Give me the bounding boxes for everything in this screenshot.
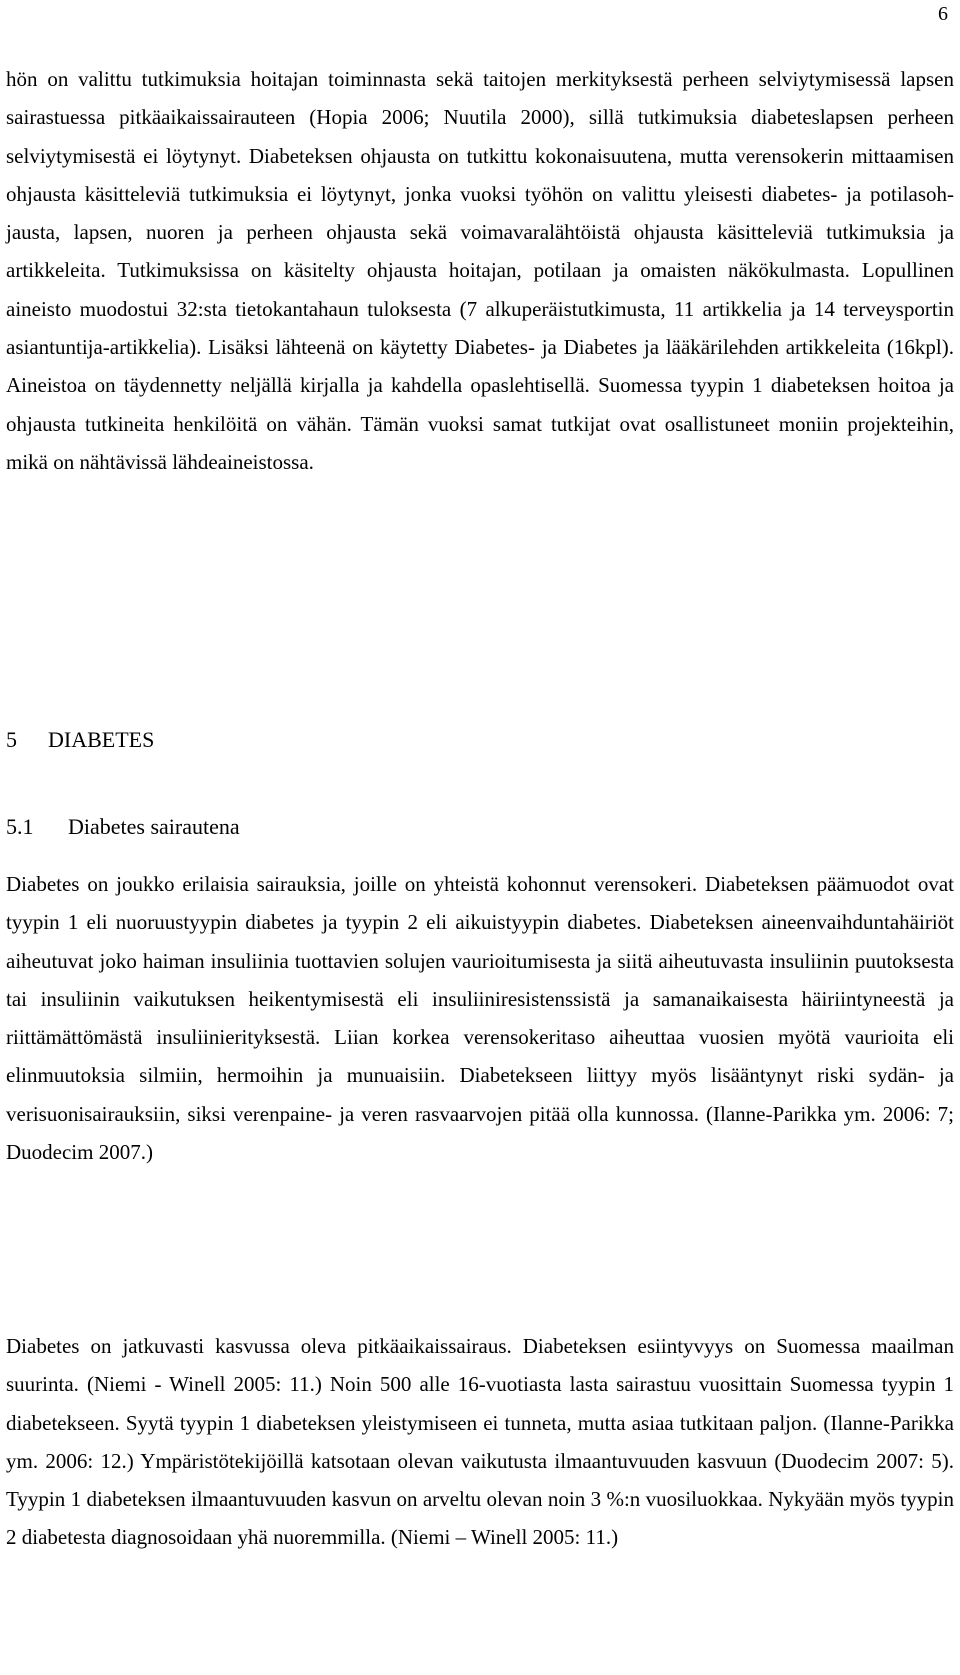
body-paragraph-1: hön on valittu tutkimuksia hoitajan toiminnasta sekä taitojen merkityksestä perheen selviytymisessä lapsen sairastuessa pitkäaikaissairauteen (Hopia 2006; Nuutila 2000), sillä tutkimuksia diabeteslapsen perheen selviytymisestä ei löytynyt. Diabeteksen ohjausta on tutkittu kokonaisuutena, mutta verensokerin mittaamisen ohjausta käsitteleviä tutkimuksia ei löytynyt, jonka vuoksi työhön on valittu yleisesti diabetes- ja potilasohjausta, lapsen, nuoren ja perheen ohjausta sekä voimavaralähtöistä ohjausta käsitteleviä tutkimuksia ja artikkeleita. Tutkimuksissa on käsitelty ohjausta hoitajan, potilaan ja omaisten näkökulmasta. Lopullinen aineisto muodostui 32:sta tietokantahaun tuloksesta (7 alkuperäistutkimusta, 11 artikkelia ja 14 terveysportin asiantuntija-artikkelia). Lisäksi lähteenä on käytetty Diabetes- ja Diabetes ja lääkärilehden artikkeleita (16kpl). Aineistoa on täydennetty neljällä kirjalla ja kahdella opaslehtisellä. Suomessa tyypin 1 diabeteksen hoitoa ja ohjausta tutkineita henkilöitä on vähän. Tämän vuoksi samat tutkijat ovat osallistuneet moniin projekteihin, mikä on nähtävissä lähdeaineistossa. (6, 67, 954, 474)
subsection-title: Diabetes sairautena (68, 814, 240, 839)
page-content (6, 60, 954, 1550)
subsection-heading-diabetes-sairautena (6, 812, 240, 842)
section-number: 5 (6, 727, 17, 752)
section-heading-diabetes (6, 725, 154, 755)
body-paragraph-3: Diabetes on jatkuvasti kasvussa oleva pitkäaikaissairaus. Diabeteksen esiintyvyys on Suomessa maailman suurinta. (Niemi - Winell 2005: 11.) Noin 500 alle 16-vuotiasta lasta sairastuu vuosittain Suomessa tyypin 1 diabetekseen. Syytä tyypin 1 diabeteksen yleistymiseen ei tunneta, mutta asiaa tutkitaan paljon. (Ilanne-Parikka ym. 2006: 12.) Ympäristötekijöillä katsotaan olevan vaikutusta ilmaantuvuuden kasvuun (Duodecim 2007: 5). Tyypin 1 diabeteksen ilmaantuvuuden kasvun on arveltu olevan noin 3 %:n vuosiluokkaa. Nykyään myös tyypin 2 diabetesta diagnosoidaan yhä nuoremmilla. (Niemi – Winell 2005: 11.) (6, 1334, 954, 1550)
page-number: 6 (938, 3, 948, 25)
body-paragraph-2: Diabetes on joukko erilaisia sairauksia, joille on yhteistä kohonnut verensokeri. Diabeteksen päämuodot ovat tyypin 1 eli nuoruustyypin diabetes ja tyypin 2 eli aikuistyypin diabetes. Diabeteksen aineenvaihduntahäiriöt aiheutuvat joko haiman insuliinia tuottavien solujen vaurioitumisesta ja siitä aiheutuvasta insuliinin puutoksesta tai insuliinin vaikutuksen heikentymisestä eli insuliiniresistenssistä ja samanaikaisesta häiriintyneestä ja riittämättömästä insuliinierityksestä. Liian korkea verensokeritaso aiheuttaa vuosien myötä vaurioita eli elinmuutoksia silmiin, hermoihin ja munuaisiin. Diabetekseen liittyy myös lisääntynyt riski sydän- ja verisuonisairauksiin, siksi verenpaine- ja veren rasvaarvojen pitää olla kunnossa. (Ilanne-Parikka ym. 2006: 7; Duodecim 2007.) (6, 872, 954, 1165)
section-title: DIABETES (48, 727, 155, 752)
subsection-number: 5.1 (6, 814, 34, 839)
